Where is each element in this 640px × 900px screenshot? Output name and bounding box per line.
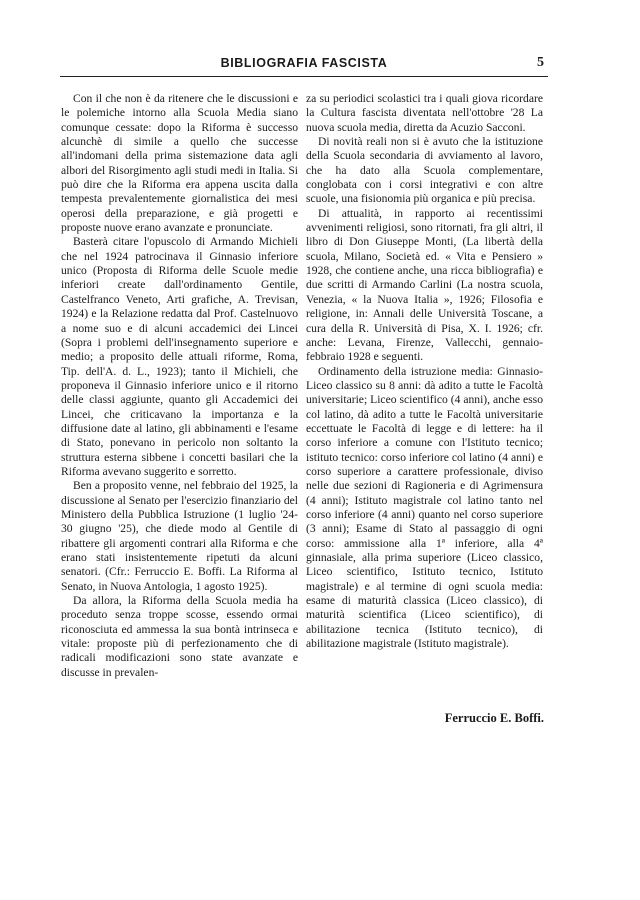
paragraph: Di novità reali non si è avuto che la istituzione della Scuola secondaria di avviamento al lavoro, che ha dato alla Scuola complementare, conglobata con i corsi integrativi e con altre scuole, una fisionomia più organica e più precisa. [306,135,543,206]
paragraph: Con il che non è da ritenere che le discussioni e le polemiche intorno alla Scuola Media siano comunque cessate: dopo la Riforma è successo alcunchè di simile a quello che successe all'indomani della prima sistemazione data agli albori del Risorgimento agli studi medi in Italia. Si può dire che la Riforma era appena uscita dalla tempesta prevalentemente giornalistica dei mesi operosi della preparazione, e già progetti e proposte nuove erano avanzate e pronunciate. [61,92,298,235]
page-number: 5 [537,55,544,70]
author-signature: Ferruccio E. Boffi. [444,711,544,725]
paragraph: Ordinamento della istruzione media: Ginnasio-Liceo classico su 8 anni: dà adito a tutte le Facoltà universitarie; Liceo scientifico (4 anni), anche esso col latino, dà adito a tutte le Facoltà universitarie eccettuate le Facoltà di legge e di lettere: ha il corso inferiore a comune con l'Istituto tecnico; istituto tecnico: corso inferiore col latino (4 anni) e corso superiore a carattere professionale, diviso nelle due sezioni di Ragioneria e di Agrimensura (4 anni); Istituto magistrale col latino tanto nel corso inferiore (4 anni) quanto nel corso superiore (3 anni); Esame di Stato al passaggio di ogni corso: ammissione alla 1ª inferiore, alla 4ª ginnasiale, alla prima superiore (Liceo classico, Liceo scientifico, Istituto tecnico, Istituto magistrale) e al termine di ogni scuola media: esame di maturità classica (Liceo classico), di maturità scientifica (Liceo scientifico), di abilitazione tecnica (Istituto tecnico), di abilitazione magistrale (Istituto magistrale). [306,364,543,651]
left-column [61,92,298,680]
paragraph: Da allora, la Riforma della Scuola media ha proceduto senza troppe scosse, essendo ormai riconosciuta ed ammessa la sua bontà intrinseca e vitale: proposte più di perfezionamento che di radicali modificazioni sono state avanzate e discusse in prevalen- [61,594,298,679]
running-title: BIBLIOGRAFIA FASCISTA [220,56,388,70]
page-header [60,56,548,77]
paragraph: Ben a proposito venne, nel febbraio del 1925, la discussione al Senato per l'esercizio finanziario del Ministero della Pubblica Istruzione (1 luglio '24-30 giugno '25), che diede modo al Gentile di ribattere gli argomenti contrari alla Riforma e che erano stati insistentemente ripetuti da alcuni senatori. (Cfr.: Ferruccio E. Boffi. La Riforma al Senato, in Nuova Antologia, 1 agosto 1925). [61,479,298,593]
paragraph: Basterà citare l'opuscolo di Armando Michieli che nel 1924 patrocinava il Ginnasio inferiore unico (Proposta di Riforma delle Scuole medie inferiori create dall'ordinamento Gentile, Castelfranco Veneto, Arti grafiche, A. Trevisan, 1924) e la Relazione redatta dal Prof. Castelnuovo a nome suo e di alcuni accademici dei Lincei (Sopra i problemi dell'insegnamento superiore e medio; a proposito delle attuali riforme, Roma, Tip. dell'A. d. L., 1923); tanto il Michieli, che proponeva il Ginnasio inferiore unico e il ritorno delle classi aggiunte, quanto gli Accademici dei Lincei, che criticavano la importanza e la diffusione date al latino, gli abbinamenti e l'esame di Stato, ponevano in pericolo non soltanto la struttura esterna sibbene i concetti basilari che la Riforma avevano suggerito e sorretto. [61,235,298,478]
paragraph: Di attualità, in rapporto ai recentissimi avvenimenti religiosi, sono ritornati, fra gli altri, il libro di Don Giuseppe Monti, (La libertà della scuola, Milano, Società ed. « Vita e Pensiero » 1928, che contiene anche, una ricca bibliografia) e due scritti di Armando Carlini (La nostra scuola, Venezia, « la Nuova Italia », 1926; Filosofia e religione, in: Annali delle Università Toscane, a cura della R. Università di Pisa, X. I. 1926; cfr. anche: Levana, Firenze, Vallecchi, gennaio-febbraio 1928 e seguenti. [306,206,543,364]
paragraph: za su periodici scolastici tra i quali giova ricordare la Cultura fascista diventata nell'ottobre '28 La nuova scuola media, diretta da Acuzio Sacconi. [306,92,543,134]
right-column [306,92,543,651]
